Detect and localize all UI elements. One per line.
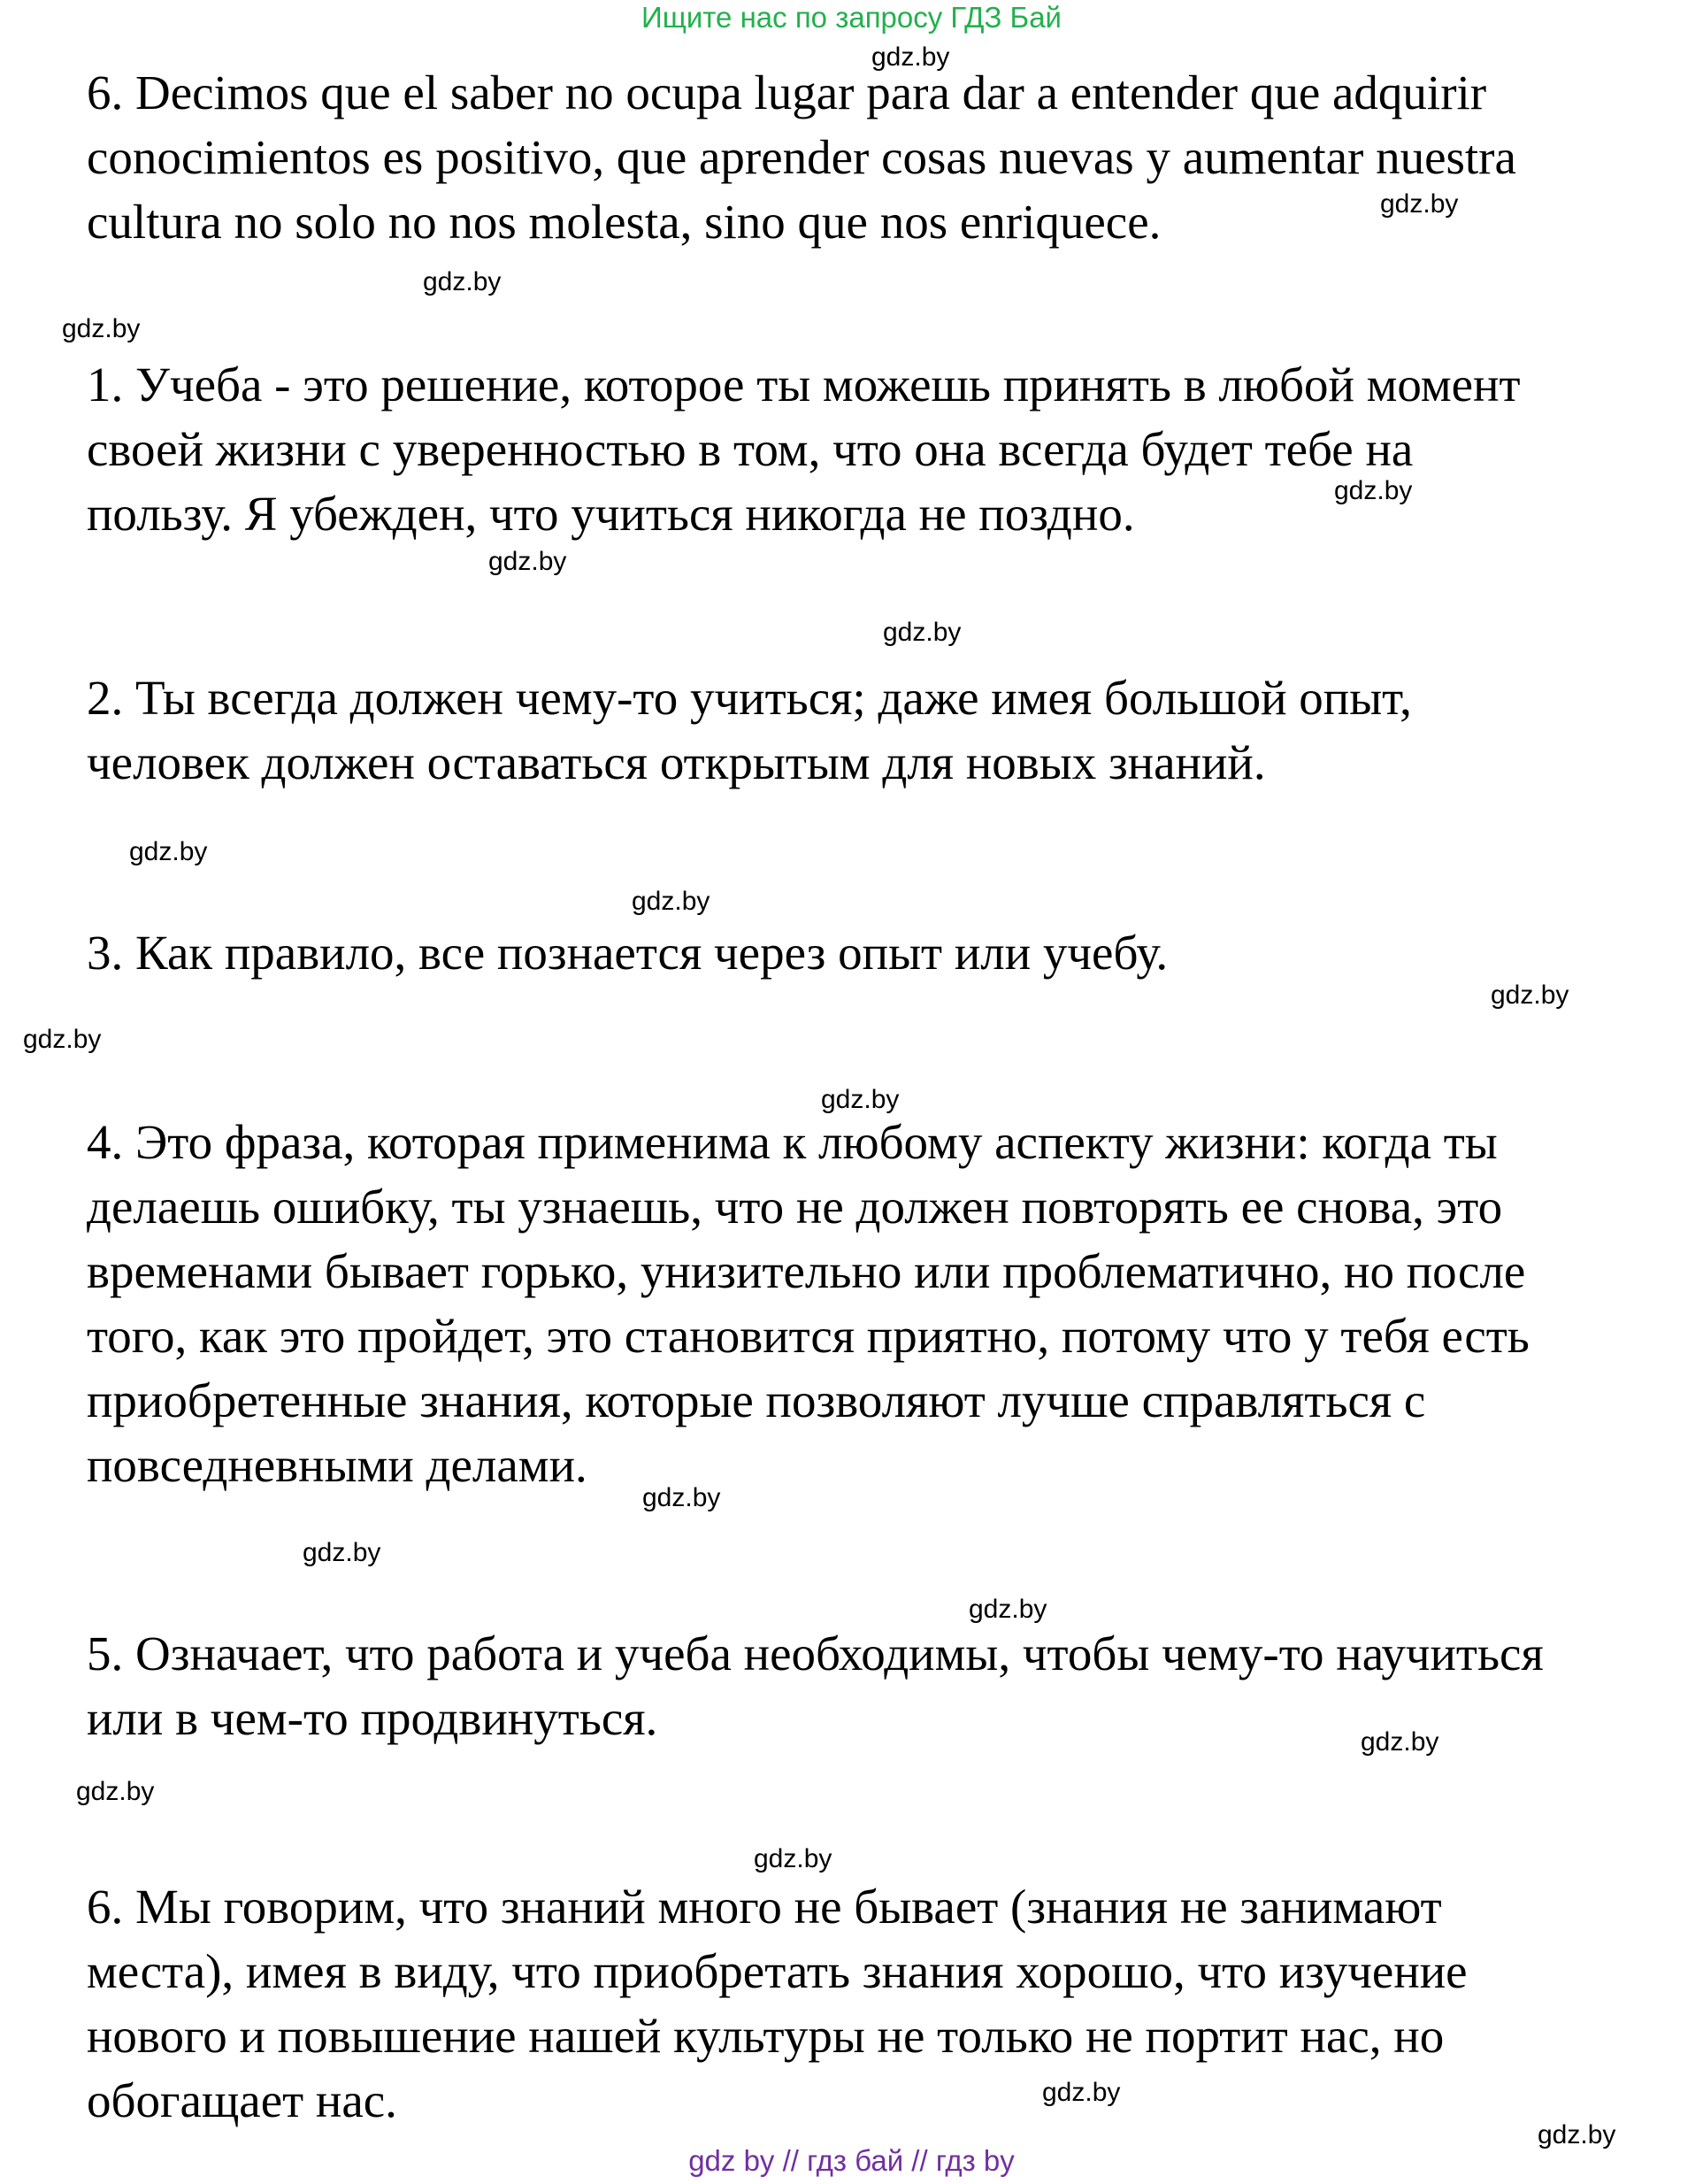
footer-links[interactable]: gdz by // гдз бай // гдз by [688,2144,1015,2177]
watermark: gdz.by [1042,2078,1121,2107]
paragraph-es-6: 6. Decimos que el saber no ocupa lugar para dar a entender que adquirir conocimientos es positivo, que aprender cosas nuevas y aumentar nuestra cultura no solo no nos molesta, sino que nos enriquece. [87,65,1516,249]
watermark: gdz.by [62,314,141,343]
watermark: gdz.by [871,42,950,72]
paragraph-ru-5: 5. Означает, что работа и учеба необходимы, чтобы чему-то научиться или в чем-то продвинуться. [87,1626,1544,1745]
watermark: gdz.by [488,547,567,576]
watermark: gdz.by [632,887,710,916]
watermark: gdz.by [642,1483,721,1512]
watermark: gdz.by [76,1777,155,1806]
paragraph-ru-6: 6. Мы говорим, что знаний много не бывает (знания не занимают места), имея в виду, что приобретать знания хорошо, что изучение нового и повышение нашей культуры не только не портит нас, но обогащает нас. [87,1880,1468,2127]
paragraph-ru-4: 4. Это фраза, которая применима к любому аспекту жизни: когда ты делаешь ошибку, ты узнаешь, что не должен повторять ее снова, это временами бывает горько, унизительно или проблематично, но после того, как это пройдет, это становится приятно, потому что у тебя есть приобретенные знания, которые позволяют лучше справляться с повседневными делами. [87,1115,1530,1492]
search-hint-link[interactable]: Ищите нас по запросу ГДЗ Бай [641,1,1062,34]
watermark: gdz.by [1538,2120,1616,2149]
watermark: gdz.by [1361,1727,1439,1757]
watermark: gdz.by [1334,476,1413,505]
watermark: gdz.by [1380,189,1459,219]
watermark: gdz.by [969,1595,1047,1624]
watermark: gdz.by [303,1538,381,1567]
watermark: gdz.by [883,618,962,647]
watermark: gdz.by [754,1844,832,1873]
paragraph-ru-1: 1. Учеба - это решение, которое ты можешь принять в любой момент своей жизни с уверенностью в том, что она всегда будет тебе на пользу. Я убежден, что учиться никогда не поздно. [87,358,1521,541]
watermark: gdz.by [821,1085,900,1114]
watermark: gdz.by [23,1025,102,1054]
watermark: gdz.by [1491,980,1569,1010]
watermark: gdz.by [129,837,208,866]
watermark: gdz.by [423,267,502,296]
paragraph-ru-3: 3. Как правило, все познается через опыт или учебу. [87,926,1169,980]
paragraph-ru-2: 2. Ты всегда должен чему-то учиться; даже имея большой опыт, человек должен оставаться открытым для новых знаний. [87,671,1412,789]
